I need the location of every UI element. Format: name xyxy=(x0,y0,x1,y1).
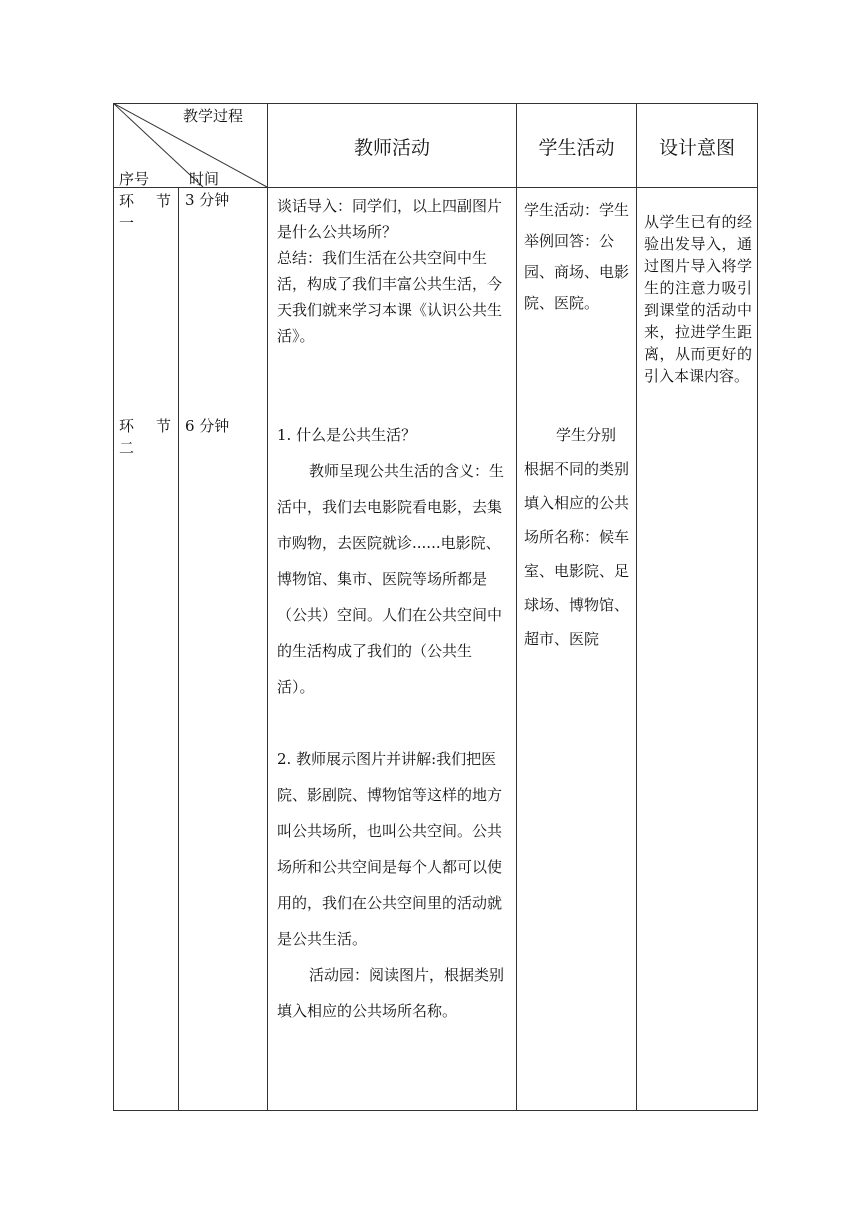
row1-student: 学生活动：学生举例回答：公园、商场、电影院、医院。 xyxy=(524,201,630,312)
diag-label-seq: 序号 xyxy=(119,170,150,188)
header-design-intent: 设计意图 xyxy=(658,137,735,159)
row1-design: 从学生已有的经验出发导入，通过图片导入将学生的注意力吸引到课堂的活动中来，拉进学生距离，从而更好的引入本课内容。 xyxy=(644,213,752,385)
header-teacher-activity: 教师活动 xyxy=(353,137,430,159)
row2-teacher-q1: 1. 什么是公共生活？ xyxy=(277,426,417,444)
lesson-table xyxy=(113,103,758,1111)
row1-teacher-summary: 总结：我们生活在公共空间中生活，构成了我们丰富公共生活，今天我们就来学习本课《认识公共生活》。 xyxy=(277,249,503,345)
diag-label-time: 时间 xyxy=(189,170,220,188)
row2-teacher xyxy=(277,417,509,1029)
header-student-activity: 学生活动 xyxy=(538,137,615,159)
row2-student: 学生分别根据不同的类别填入相应的公共场所名称：候车室、电影院、足球场、博物馆、超市、医院 xyxy=(524,426,630,648)
row1-seq: 环 节 一 xyxy=(119,192,172,232)
row1-teacher-intro: 谈话导入：同学们，以上四副图片是什么公共场所？ xyxy=(277,197,503,241)
row2-seq: 环 节 二 xyxy=(119,417,172,457)
diag-label-process: 教学过程 xyxy=(183,107,244,125)
row2-teacher-q2: 2. 教师展示图片并讲解:我们把医院、影剧院、博物馆等这样的地方叫公共场所，也叫公共空间。公共场所和公共空间是每个人都可以使用的，我们在公共空间里的活动就是公共生活。 xyxy=(277,750,503,948)
col-divider-seq xyxy=(178,103,179,1111)
row1-teacher xyxy=(277,193,511,349)
row2-teacher-def: 教师呈现公共生活的含义：生活中，我们去电影院看电影，去集市购物，去医院就诊......电影院、博物馆、集市、医院等场所都是（公共）空间。人们在公共空间中的生活构成了我们的（公共生活）。 xyxy=(277,462,505,696)
row1-time: 3 分钟 xyxy=(185,191,230,209)
row2-teacher-activity: 活动园：阅读图片，根据类别填入相应的公共场所名称。 xyxy=(277,966,505,1020)
row2-time: 6 分钟 xyxy=(185,417,230,435)
